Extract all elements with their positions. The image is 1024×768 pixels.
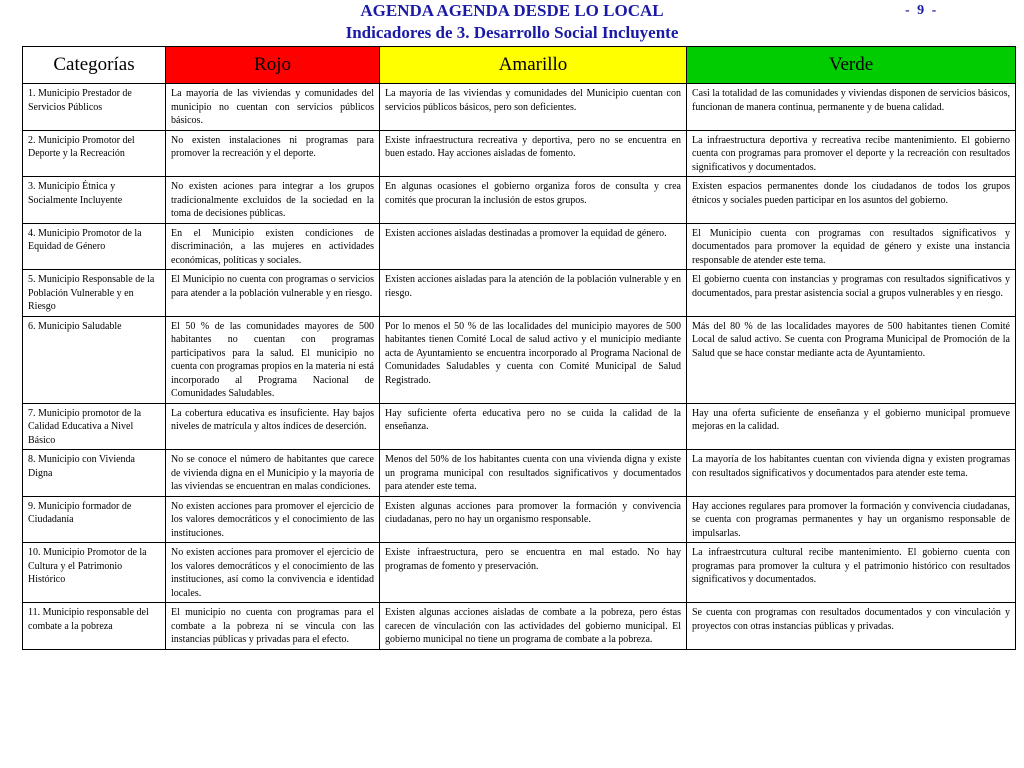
amarillo-cell: La mayoría de las viviendas y comunidades del Municipio cuentan con servicios públicos básicos, pero son deficientes. [380,84,687,131]
amarillo-cell: Hay suficiente oferta educativa pero no se cuida la calidad de la enseñanza. [380,403,687,450]
rojo-cell: La mayoría de las viviendas y comunidades del municipio no cuentan con servicios públicos básicos. [166,84,380,131]
rojo-cell: No existen aciones para integrar a los grupos tradicionalmente excluidos de la sociedad en la toma de decisiones públicas. [166,177,380,224]
table-header-row [23,47,1016,84]
table-row [23,316,1016,403]
rojo-cell: No se conoce el número de habitantes que carece de vivienda digna en el Municipio y la mayoría de las viviendas se encuentran en malas condiciones. [166,450,380,497]
verde-cell: Hay una oferta suficiente de enseñanza y el gobierno municipal promueve mejoras en la calidad. [687,403,1016,450]
verde-cell: Más del 80 % de las localidades mayores de 500 habitantes tienen Comité Local de salud activo. Se cuenta con Programa Municipal de Promoción de la Salud que se hace constar mediante acta de Ayuntamiento. [687,316,1016,403]
verde-cell: La infraestructura deportiva y recreativa recibe mantenimiento. El gobierno cuenta con programas para promover el deporte y la recreación con resultados significativos y documentados. [687,130,1016,177]
rojo-cell: La cobertura educativa es insuficiente. Hay bajos niveles de matrícula y altos índices de deserción. [166,403,380,450]
header-categorias: Categorías [23,47,166,84]
table-row [23,543,1016,603]
indicators-table [22,46,1016,650]
rojo-cell: No existen acciones para promover el ejercicio de los valores democráticos y el conocimiento de las instituciones. [166,496,380,543]
rojo-cell: En el Municipio existen condiciones de discriminación, a las mujeres en actividades económicas, políticas y sociales. [166,223,380,270]
amarillo-cell: Existen algunas acciones para promover la formación y convivencia ciudadanas, pero no hay un organismo responsable. [380,496,687,543]
category-cell: 1. Municipio Prestador de Servicios Públicos [23,84,166,131]
amarillo-cell: Existen acciones aisladas para la atención de la población vulnerable y en riesgo. [380,270,687,317]
table-row [23,450,1016,497]
category-cell: 3. Municipio Étnica y Socialmente Incluyente [23,177,166,224]
amarillo-cell: Menos del 50% de los habitantes cuenta con una vivienda digna y existe un programa municipal con resultados significativos y documentados para atender este tema. [380,450,687,497]
page-subtitle: Indicadores de 3. Desarrollo Social Incluyente [345,23,679,42]
amarillo-cell: Por lo menos el 50 % de las localidades del municipio mayores de 500 habitantes tienen Comité Local de salud activo y el municipio mediante acta de Ayuntamiento se encuentra incorporado al Programa Nacional de Comunidades Saludables y cuenta con Comité Municipal de Salud Registrado. [380,316,687,403]
category-cell: 2. Municipio Promotor del Deporte y la Recreación [23,130,166,177]
table-row [23,403,1016,450]
table-row [23,177,1016,224]
verde-cell: La mayoría de los habitantes cuentan con vivienda digna y existen programas con resultados significativos y documentados para atender este tema. [687,450,1016,497]
verde-cell: La infraestrcutura cultural recibe mantenimiento. El gobierno cuenta con programas para promover la cultura y el patrimonio histórico con resultados significativos y documentados. [687,543,1016,603]
verde-cell: Casi la totalidad de las comunidades y viviendas disponen de servicios básicos, funcionan de manera continua, permanente y de buena calidad. [687,84,1016,131]
table-row [23,223,1016,270]
verde-cell: El gobierno cuenta con instancias y programas con resultados significativos y documentados, para prestar asistencia social a grupos vulnerables y en riesgo. [687,270,1016,317]
verde-cell: Hay acciones regulares para promover la formación y convivencia ciudadanas, se cuenta con programas permanentes y hay un organismo responsable de impulsarlas. [687,496,1016,543]
verde-cell: Existen espacios permanentes donde los ciudadanos de todos los grupos étnicos y sociales pueden participar en los asuntos del gobierno. [687,177,1016,224]
amarillo-cell: Existen algunas acciones aisladas de combate a la pobreza, pero éstas carecen de vinculación con las actividades del gobierno municipal. El gobierno municipal no tiene un programa de combate a la pobreza. [380,603,687,650]
category-cell: 8. Municipio con Vivienda Digna [23,450,166,497]
page-number: - 9 - [905,3,939,18]
category-cell: 6. Municipio Saludable [23,316,166,403]
table-row [23,130,1016,177]
title-block [0,0,1024,44]
rojo-cell: No existen acciones para promover el ejercicio de los valores democráticos y el conocimiento de las instituciones, así como la convivencia e identidad locales. [166,543,380,603]
table-row [23,496,1016,543]
category-cell: 5. Municipio Responsable de la Población Vulnerable y en Riesgo [23,270,166,317]
rojo-cell: No existen instalaciones ni programas para promover la recreación y el deporte. [166,130,380,177]
rojo-cell: El 50 % de las comunidades mayores de 500 habitantes no cuentan con programas participativos para la salud. El municipio no cuenta con programas propios en la materia ni está incorporado al Programa Nacional de Comunidades Saludables. [166,316,380,403]
amarillo-cell: Existe infraestructura, pero se encuentra en mal estado. No hay programas de fomento y preservación. [380,543,687,603]
header-amarillo: Amarillo [380,47,687,84]
page-title: AGENDA AGENDA DESDE LO LOCAL [360,1,664,20]
amarillo-cell: En algunas ocasiones el gobierno organiza foros de consulta y crea comités que procuran la inclusión de estos grupos. [380,177,687,224]
amarillo-cell: Existe infraestructura recreativa y deportiva, pero no se encuentra en buen estado. Hay acciones aisladas de fomento. [380,130,687,177]
category-cell: 9. Municipio formador de Ciudadanía [23,496,166,543]
table-row [23,84,1016,131]
category-cell: 10. Municipio Promotor de la Cultura y el Patrimonio Histórico [23,543,166,603]
amarillo-cell: Existen acciones aisladas destinadas a promover la equidad de género. [380,223,687,270]
header-verde: Verde [687,47,1016,84]
category-cell: 7. Municipio promotor de la Calidad Educativa a Nivel Básico [23,403,166,450]
header-rojo: Rojo [166,47,380,84]
table-row [23,270,1016,317]
rojo-cell: El Municipio no cuenta con programas o servicios para atender a la población vulnerable y en riesgo. [166,270,380,317]
verde-cell: Se cuenta con programas con resultados documentados y con vinculación y proyectos con otras instancias públicas y privadas. [687,603,1016,650]
table-row [23,603,1016,650]
rojo-cell: El municipio no cuenta con programas para el combate a la pobreza ni se vincula con las instancias públicas y privadas para el efecto. [166,603,380,650]
verde-cell: El Municipio cuenta con programas con resultados significativos y documentados para promover la equidad de género y existe una instancia responsable de atender este tema. [687,223,1016,270]
category-cell: 4. Municipio Promotor de la Equidad de Género [23,223,166,270]
category-cell: 11. Municipio responsable del combate a la pobreza [23,603,166,650]
